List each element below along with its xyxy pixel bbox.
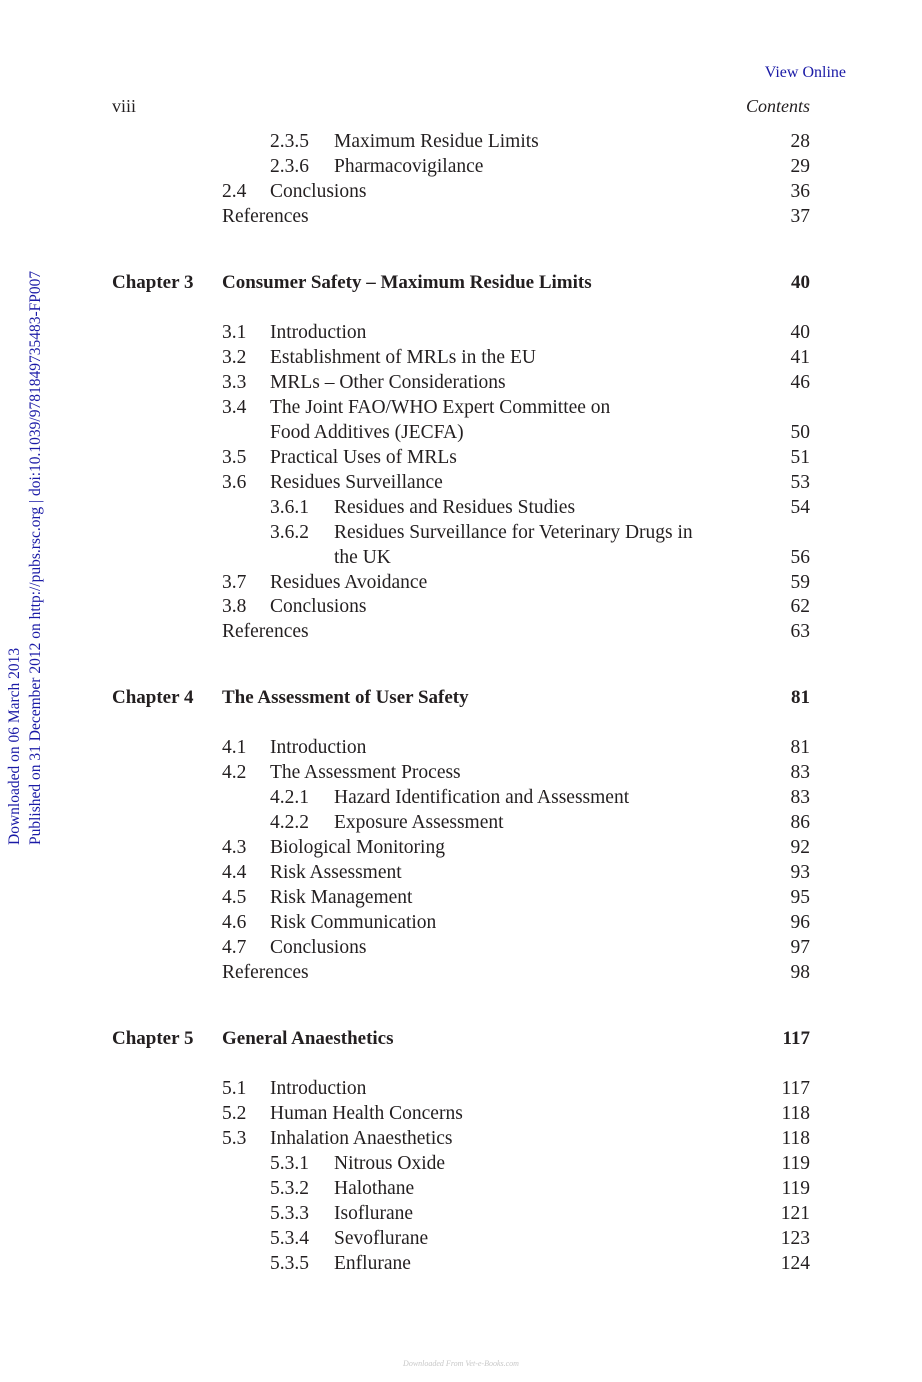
entry-title: Practical Uses of MRLs xyxy=(270,446,457,468)
entry-number: 3.1 xyxy=(222,322,247,343)
entry-title: Conclusions xyxy=(270,936,367,958)
entry-page: 54 xyxy=(790,496,810,518)
entry-number: 4.6 xyxy=(222,912,247,933)
entry-number: 5.1 xyxy=(222,1077,247,1099)
chapter-label: Chapter 4 xyxy=(112,687,194,709)
side-note-downloaded: Downloaded on 06 March 2013 xyxy=(6,647,23,845)
entry-title: Isoflurane xyxy=(334,1202,414,1224)
entry-number: 3.6.2 xyxy=(270,521,309,543)
entry-title: Conclusions xyxy=(270,180,367,202)
entry-page: 95 xyxy=(790,887,810,909)
entry-page: 36 xyxy=(790,180,810,202)
entry-page: 118 xyxy=(781,1102,810,1124)
entry-number: 3.8 xyxy=(222,596,247,618)
entry-number: 2.4 xyxy=(222,180,247,202)
entry-page: 119 xyxy=(781,1152,810,1174)
entry-page: 92 xyxy=(790,837,810,859)
entry-page: 83 xyxy=(790,787,810,809)
entry-page: 41 xyxy=(790,346,810,368)
entry-page: 97 xyxy=(790,936,810,958)
entry-page: 83 xyxy=(790,762,810,784)
entry-title: Sevoflurane xyxy=(334,1227,429,1249)
entry-title: Human Health Concerns xyxy=(270,1102,463,1124)
entry-title: References xyxy=(222,205,309,227)
entry-page: 124 xyxy=(780,1252,810,1274)
entry-page: 50 xyxy=(790,421,810,443)
entry-page: 40 xyxy=(790,322,810,343)
chapter-label: Chapter 3 xyxy=(112,272,194,293)
chapter-title[interactable]: General Anaesthetics xyxy=(222,1027,394,1049)
entry-title: Residues and Residues Studies xyxy=(334,496,576,518)
entry-title: MRLs – Other Considerations xyxy=(270,371,506,393)
entry-title: Residues Surveillance for Veterinary Drugs in xyxy=(334,521,693,543)
entry-number: 2.3.6 xyxy=(270,155,309,177)
side-note-published: Published on 31 December 2012 on http://pubs.rsc.org | doi:10.1039/9781849735483-FP007 xyxy=(27,270,44,845)
entry-number: 5.3 xyxy=(222,1127,247,1149)
entry-number: 5.2 xyxy=(222,1102,247,1124)
entry-title: References xyxy=(222,961,309,983)
entry-page: 118 xyxy=(781,1127,810,1149)
entry-number: 5.3.1 xyxy=(270,1152,309,1174)
entry-page: 29 xyxy=(790,155,810,177)
chapter-page: 117 xyxy=(782,1027,810,1049)
entry-title: Residues Avoidance xyxy=(270,571,428,593)
page-number: viii xyxy=(112,96,137,116)
entry-page: 86 xyxy=(790,812,810,834)
entry-title: Biological Monitoring xyxy=(270,837,445,859)
entry-title: Nitrous Oxide xyxy=(334,1152,446,1174)
entry-number: 3.4 xyxy=(222,396,247,418)
entry-page: 37 xyxy=(790,205,810,227)
entry-title: Risk Communication xyxy=(270,912,437,933)
entry-page: 98 xyxy=(790,961,810,983)
entry-number: 4.1 xyxy=(222,737,247,759)
entry-number: 4.7 xyxy=(222,936,247,958)
chapter-page: 40 xyxy=(791,272,810,293)
chapter-title[interactable]: The Assessment of User Safety xyxy=(222,687,469,709)
entry-title: Maximum Residue Limits xyxy=(334,131,539,152)
entry-page: 93 xyxy=(790,862,810,884)
footer-watermark: Downloaded From Vet-e-Books.com xyxy=(403,1359,519,1368)
entry-title: Conclusions xyxy=(270,596,367,618)
entry-page: 123 xyxy=(780,1227,810,1249)
entry-number: 5.3.4 xyxy=(270,1227,309,1249)
entry-number: 3.2 xyxy=(222,346,247,368)
entry-title: References xyxy=(222,621,309,643)
entry-title: Inhalation Anaesthetics xyxy=(270,1127,453,1149)
entry-number: 3.6 xyxy=(222,471,247,493)
entry-title: Establishment of MRLs in the EU xyxy=(270,346,536,368)
entry-page: 119 xyxy=(781,1177,810,1199)
entry-title: Risk Assessment xyxy=(270,862,402,884)
entry-page: 63 xyxy=(790,621,810,643)
entry-title: Introduction xyxy=(270,737,367,759)
entry-page: 56 xyxy=(790,546,810,568)
entry-number: 4.2 xyxy=(222,762,247,784)
entry-title-continued: the UK xyxy=(334,546,391,568)
entry-title: The Joint FAO/WHO Expert Committee on xyxy=(270,396,611,418)
entry-number: 4.2.2 xyxy=(270,812,309,834)
entry-title: Halothane xyxy=(334,1177,415,1199)
entry-number: 5.3.3 xyxy=(270,1202,309,1224)
entry-page: 51 xyxy=(790,446,810,468)
entry-title: Residues Surveillance xyxy=(270,471,443,493)
entry-title: Pharmacovigilance xyxy=(334,155,484,177)
chapter-title[interactable]: Consumer Safety – Maximum Residue Limits xyxy=(222,272,592,293)
entry-number: 4.3 xyxy=(222,837,247,859)
entry-number: 3.5 xyxy=(222,446,247,468)
entry-page: 62 xyxy=(790,596,810,618)
entry-page: 121 xyxy=(780,1202,810,1224)
entry-number: 5.3.2 xyxy=(270,1177,309,1199)
entry-page: 117 xyxy=(781,1077,810,1099)
entry-number: 4.2.1 xyxy=(270,787,309,809)
entry-title: The Assessment Process xyxy=(270,762,461,784)
entry-page: 96 xyxy=(790,912,810,933)
entry-number: 3.3 xyxy=(222,371,247,393)
entry-page: 59 xyxy=(790,571,810,593)
entry-title: Exposure Assessment xyxy=(334,812,504,834)
entry-number: 3.7 xyxy=(222,571,247,593)
entry-page: 46 xyxy=(790,371,810,393)
entry-title: Introduction xyxy=(270,322,367,343)
side-note xyxy=(4,271,46,845)
entry-page: 28 xyxy=(790,131,810,152)
view-online-link[interactable]: View Online xyxy=(764,64,846,81)
entry-title: Hazard Identification and Assessment xyxy=(334,787,630,809)
entry-page: 81 xyxy=(790,737,810,759)
entry-number: 4.4 xyxy=(222,862,247,884)
chapter-page: 81 xyxy=(791,687,810,709)
entry-title-continued: Food Additives (JECFA) xyxy=(270,421,464,443)
entry-page: 53 xyxy=(790,471,810,493)
entry-number: 3.6.1 xyxy=(270,496,309,518)
entry-number: 2.3.5 xyxy=(270,131,309,152)
chapter-label: Chapter 5 xyxy=(112,1027,194,1049)
running-title: Contents xyxy=(745,96,810,116)
entry-title: Introduction xyxy=(270,1077,367,1099)
entry-number: 4.5 xyxy=(222,887,247,909)
entry-title: Risk Management xyxy=(270,887,413,909)
entry-title: Enflurane xyxy=(334,1252,411,1274)
entry-number: 5.3.5 xyxy=(270,1252,309,1274)
